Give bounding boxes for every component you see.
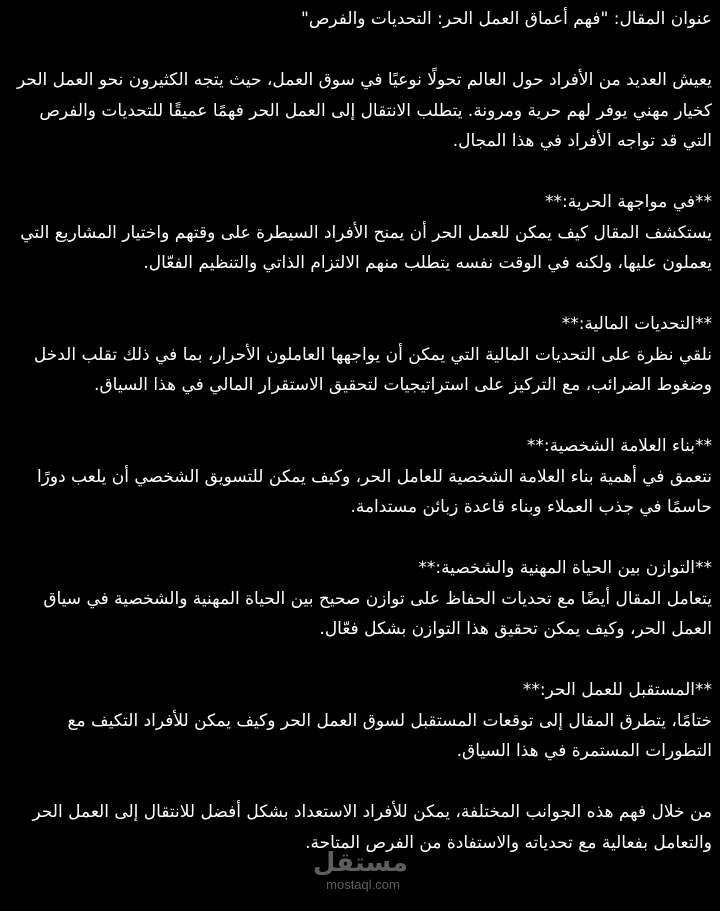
section-body: ختامًا، يتطرق المقال إلى توقعات المستقبل لسوق العمل الحر وكيف يمكن للأفراد التكيف مع التطورات المستمرة في هذا السياق. [67, 710, 712, 761]
article-body [8, 4, 712, 889]
mostaql-watermark [312, 848, 408, 892]
section-freedom [8, 187, 712, 279]
section-heading: **في مواجهة الحرية:** [544, 192, 712, 212]
section-body: يستكشف المقال كيف يمكن للعمل الحر أن يمنح الأفراد السيطرة على وقتهم واختيار المشاريع التي يعملون عليها، ولكنه في الوقت نفسه يتطلب منهم الالتزام الذاتي والتنظيم الفعّال. [20, 222, 712, 273]
watermark-arabic: مستقل [312, 848, 408, 878]
section-personal-brand [8, 431, 712, 523]
section-body: يتعامل المقال أيضًا مع تحديات الحفاظ على توازن صحيح بين الحياة المهنية والشخصية في سياق العمل الحر، وكيف يمكن تحقيق هذا التوازن بشكل فعّال. [43, 588, 712, 639]
article-title: عنوان المقال: "فهم أعماق العمل الحر: التحديات والفرص" [301, 9, 712, 29]
watermark-latin: mostaql.com [326, 877, 400, 892]
section-work-life-balance [8, 553, 712, 645]
article-conclusion: من خلال فهم هذه الجوانب المختلفة، يمكن للأفراد الاستعداد بشكل أفضل للانتقال إلى العمل الحر والتعامل بفعالية مع تحدياته والاستفادة من الفرص المتاحة. [27, 802, 712, 853]
section-heading: **التوازن بين الحياة المهنية والشخصية:** [418, 558, 712, 578]
section-future [8, 675, 712, 767]
section-heading: **المستقبل للعمل الحر:** [522, 680, 712, 700]
section-financial-challenges [8, 309, 712, 401]
section-heading: **بناء العلامة الشخصية:** [526, 436, 712, 456]
section-body: نتعمق في أهمية بناء العلامة الشخصية للعامل الحر، وكيف يمكن للتسويق الشخصي أن يلعب دورًا حاسمًا في جذب العملاء وبناء قاعدة زبائن مستدامة. [36, 466, 712, 517]
section-body: نلقي نظرة على التحديات المالية التي يمكن أن يواجهها العاملون الأحرار، بما في ذلك تقلب الدخل وضغوط الضرائب، مع التركيز على استراتيجيات لتحقيق الاستقرار المالي في هذا السياق. [33, 344, 712, 395]
section-heading: **التحديات المالية:** [561, 314, 712, 334]
article-intro: يعيش العديد من الأفراد حول العالم تحولًا نوعيًا في سوق العمل، حيث يتجه الكثيرون نحو العمل الحر كخيار مهني يوفر لهم حرية ومرونة. يتطلب الانتقال إلى العمل الحر فهمًا عميقًا للتحديات والفرص التي قد تواجه الأفراد في هذا المجال. [11, 70, 712, 151]
